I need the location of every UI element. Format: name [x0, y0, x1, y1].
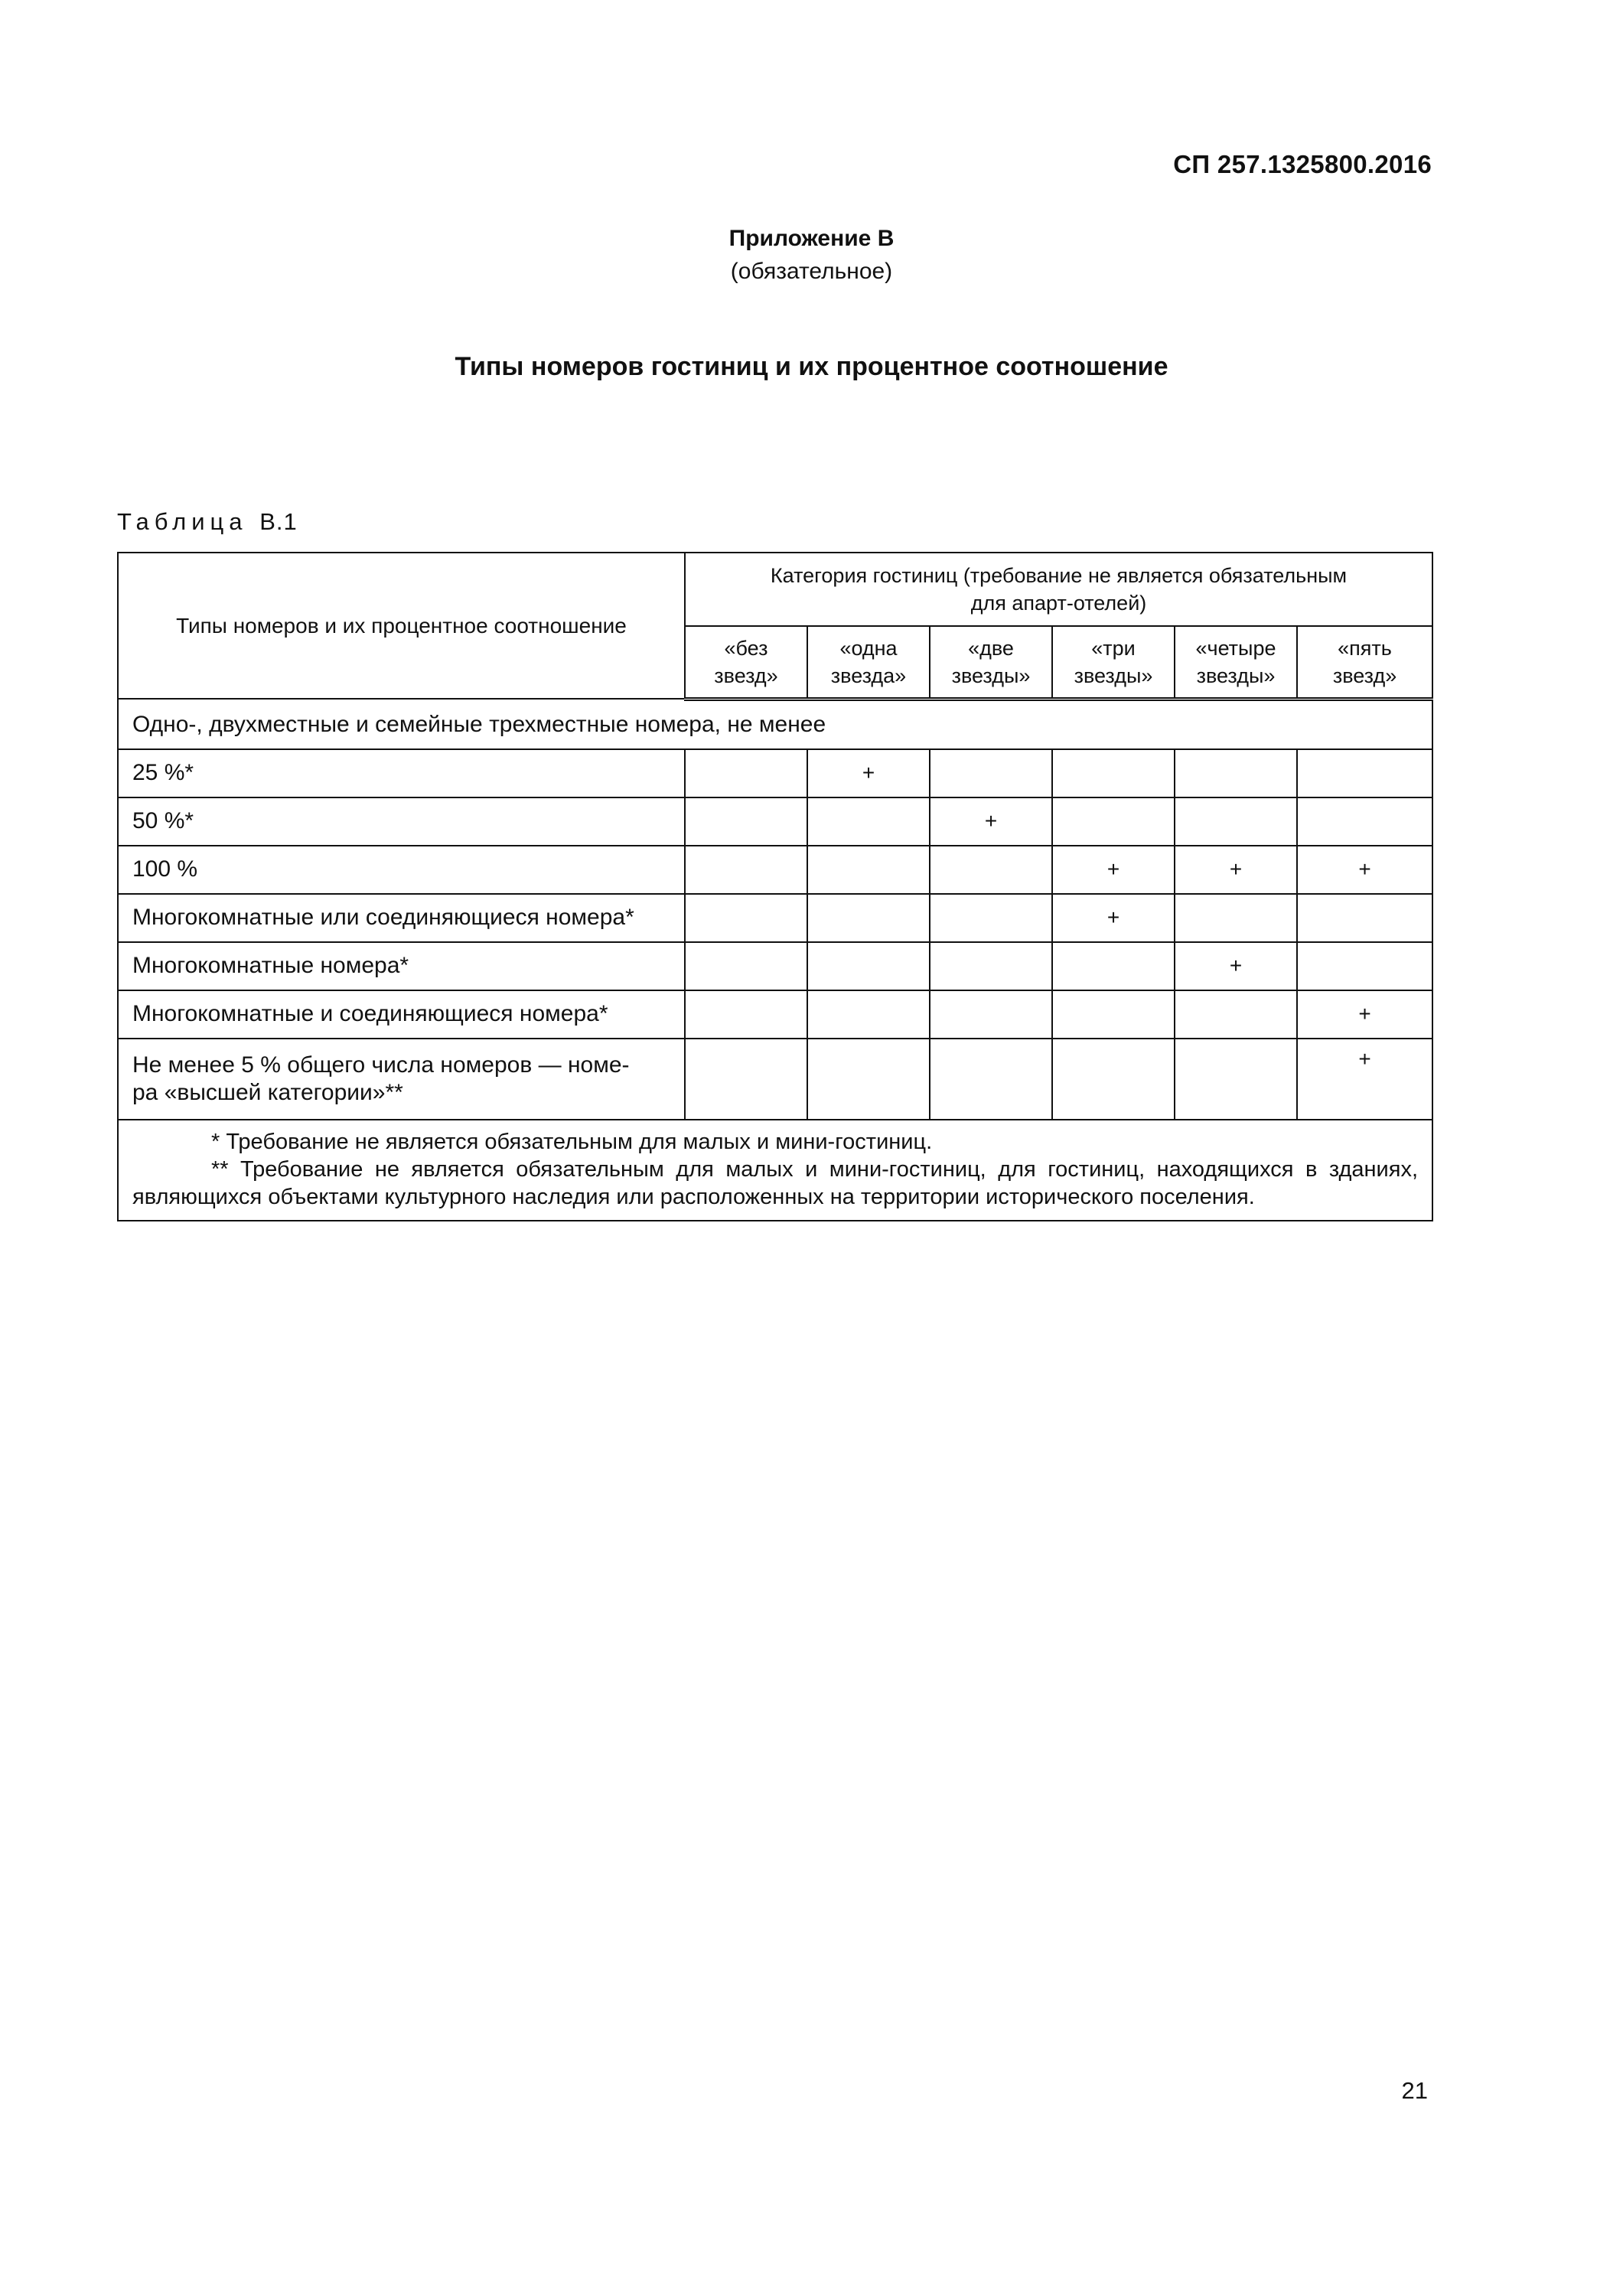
category-header [1297, 626, 1432, 699]
mark-cell [685, 1039, 807, 1120]
category-header [685, 626, 807, 699]
category-header [930, 626, 1052, 699]
table-note-1: * Требование не является обязательным для малых и мини-гостиниц. [211, 1129, 933, 1154]
mark-cell [685, 942, 807, 990]
table-caption-number: В.1 [259, 508, 298, 535]
appendix-title: Приложение В [728, 226, 895, 251]
mark-cell: + [807, 749, 930, 797]
category-header-line1: «четыре [1195, 636, 1276, 660]
mark-cell [807, 990, 930, 1039]
mark-cell [930, 1039, 1052, 1120]
column-header-hotel-category [685, 553, 1432, 626]
mark-cell [1052, 942, 1175, 990]
row-label: Многокомнатные номера* [118, 942, 685, 990]
mark-cell [1297, 942, 1432, 990]
group-row-label: Одно-, двухместные и семейные трехместные номера, не менее [118, 699, 1432, 749]
column-header-hotel-category-line2: для апарт-отелей) [970, 592, 1147, 615]
mark-cell [807, 846, 930, 894]
mark-cell [1175, 894, 1297, 942]
table-caption [117, 508, 298, 536]
mark-cell [930, 942, 1052, 990]
category-header [1052, 626, 1175, 699]
mark-cell [930, 749, 1052, 797]
mark-cell: + [1175, 846, 1297, 894]
category-header-line1: «пять [1338, 636, 1392, 660]
table-note-2: ** Требование не является обязательным для малых и мини-гостиниц, для гостиниц, находящихся в зданиях, являющихся объектами культурного наследия или расположенных на территории исторического поселения. [132, 1156, 1419, 1209]
category-header-line1: «одна [839, 636, 898, 660]
category-header [807, 626, 930, 699]
page-number: 21 [1401, 2077, 1428, 2104]
table-row [118, 894, 1432, 942]
mark-cell: + [1175, 942, 1297, 990]
mark-cell [1052, 1039, 1175, 1120]
category-header-line2: звезд» [714, 664, 778, 687]
mark-cell [1052, 990, 1175, 1039]
appendix-subtitle: (обязательное) [730, 259, 893, 284]
row-label: Многокомнатные или соединяющиеся номера* [118, 894, 685, 942]
mark-cell [1297, 894, 1432, 942]
row-label-line1: Не менее 5 % общего числа номеров — номе- [132, 1052, 630, 1078]
mark-cell [1297, 797, 1432, 846]
mark-cell [685, 846, 807, 894]
column-header-room-types: Типы номеров и их процентное соотношение [118, 553, 685, 699]
mark-cell: + [930, 797, 1052, 846]
mark-cell [930, 846, 1052, 894]
mark-cell [807, 797, 930, 846]
mark-cell: + [1052, 894, 1175, 942]
table-row [118, 990, 1432, 1039]
table-row [118, 749, 1432, 797]
mark-cell [1175, 797, 1297, 846]
mark-cell [685, 990, 807, 1039]
mark-cell: + [1297, 990, 1432, 1039]
mark-cell [930, 990, 1052, 1039]
table-row [118, 846, 1432, 894]
mark-cell [685, 894, 807, 942]
category-header-line2: звезда» [830, 664, 907, 687]
mark-cell [1175, 749, 1297, 797]
category-header-line2: звезды» [1196, 664, 1276, 687]
mark-cell [1052, 797, 1175, 846]
mark-cell [1297, 749, 1432, 797]
hotel-room-types-table [117, 552, 1433, 1221]
mark-cell [807, 942, 930, 990]
category-header-line2: звезд» [1332, 664, 1397, 687]
mark-cell [807, 1039, 930, 1120]
mark-cell: + [1297, 846, 1432, 894]
row-label: Многокомнатные и соединяющиеся номера* [118, 990, 685, 1039]
mark-cell: + [1297, 1039, 1432, 1120]
row-label: 50 %* [118, 797, 685, 846]
table-row [118, 1039, 1432, 1120]
row-label [118, 1039, 685, 1120]
row-label: 100 % [118, 846, 685, 894]
section-title: Типы номеров гостиниц и их процентное соотношение [455, 352, 1168, 381]
category-header-line2: звезды» [951, 664, 1031, 687]
mark-cell [1175, 990, 1297, 1039]
category-header-line1: «две [968, 636, 1014, 660]
mark-cell: + [1052, 846, 1175, 894]
mark-cell [1052, 749, 1175, 797]
row-label: 25 %* [118, 749, 685, 797]
category-header [1175, 626, 1297, 699]
column-header-hotel-category-line1: Категория гостиниц (требование не является обязательным [770, 564, 1348, 588]
mark-cell [807, 894, 930, 942]
category-header-line1: «три [1091, 636, 1136, 660]
mark-cell [1175, 1039, 1297, 1120]
row-label-line2: ра «высшей категории»** [132, 1079, 403, 1105]
mark-cell [930, 894, 1052, 942]
mark-cell [685, 749, 807, 797]
table-row [118, 797, 1432, 846]
table-row [118, 942, 1432, 990]
category-header-line1: «без [724, 636, 768, 660]
category-header-line2: звезды» [1074, 664, 1153, 687]
table-caption-word: Таблица [117, 508, 248, 535]
table-notes [118, 1120, 1432, 1221]
mark-cell [685, 797, 807, 846]
document-code: СП 257.1325800.2016 [1173, 150, 1432, 178]
